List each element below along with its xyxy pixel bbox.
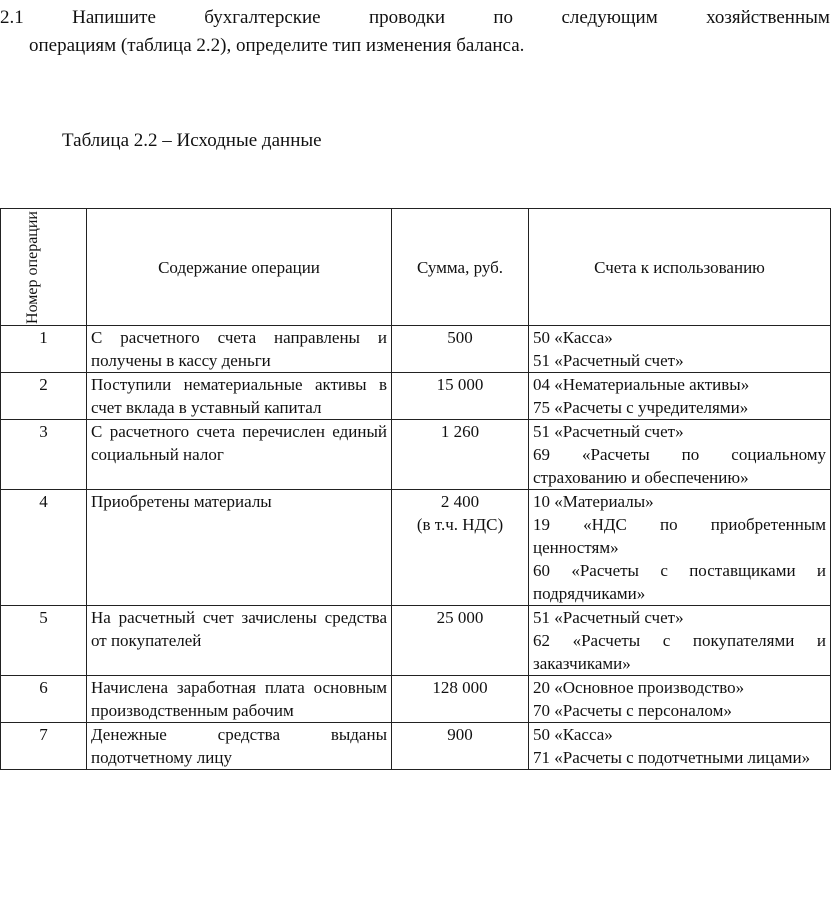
operation-accounts — [529, 420, 831, 490]
operation-sum: 128 000 — [432, 678, 488, 697]
operation-number: 6 — [1, 676, 87, 723]
account-entry: 71 «Расчеты с подотчетными лицами» — [533, 748, 811, 767]
operation-content: Приобретены материалы — [87, 490, 392, 606]
operation-accounts — [529, 606, 831, 676]
task-word: следующим — [561, 7, 658, 28]
operation-number: 3 — [1, 420, 87, 490]
operation-sum-cell — [392, 676, 529, 723]
table-caption: Таблица 2.2 – Исходные данные — [62, 130, 322, 151]
operation-content: С расчетного счета перечислен единый социальный налог — [87, 420, 392, 490]
table-header-row — [1, 209, 831, 326]
table-row — [1, 373, 831, 420]
account-entry: 70 «Расчеты с персоналом» — [533, 701, 732, 720]
operation-sum-cell — [392, 490, 529, 606]
table-row — [1, 326, 831, 373]
header-sum: Сумма, руб. — [392, 209, 529, 326]
operation-sum: 900 — [447, 725, 473, 744]
operation-sum: 1 260 — [440, 422, 480, 441]
operation-sum-cell — [392, 723, 529, 770]
header-number — [1, 209, 87, 326]
table-row — [1, 606, 831, 676]
task-word: бухгалтерские — [204, 7, 321, 28]
operation-number: 7 — [1, 723, 87, 770]
operation-sum-note: (в т.ч. НДС) — [416, 515, 504, 534]
account-entry: 51 «Расчетный счет» — [533, 422, 684, 441]
header-accounts: Счета к использованию — [529, 209, 831, 326]
operation-number: 4 — [1, 490, 87, 606]
table-row — [1, 676, 831, 723]
operation-number: 1 — [1, 326, 87, 373]
operations-table — [0, 208, 831, 770]
operation-sum: 15 000 — [436, 375, 484, 394]
account-entry: 10 «Материалы» — [533, 492, 654, 511]
task-word: Напишите — [72, 7, 156, 28]
header-number-label: Номер операции — [23, 210, 41, 324]
task-word: хозяйственным — [706, 7, 830, 28]
task-number: 2.1 — [0, 7, 24, 28]
task-word: проводки — [368, 7, 446, 28]
operation-content: С расчетного счета направлены и получены в кассу деньги — [87, 326, 392, 373]
account-entry: 20 «Основное производство» — [533, 678, 745, 697]
operation-number: 5 — [1, 606, 87, 676]
account-entry: 19 «НДС по приобретенным ценностям» — [533, 515, 826, 557]
operation-accounts — [529, 676, 831, 723]
operation-content: Поступили нематериальные активы в счет вклада в уставный капитал — [87, 373, 392, 420]
operation-content: На расчетный счет зачислены средства от покупателей — [87, 606, 392, 676]
operation-content: Начислена заработная плата основным производственным рабочим — [87, 676, 392, 723]
table-row — [1, 420, 831, 490]
account-entry: 62 «Расчеты с покупателями и заказчиками» — [533, 631, 826, 673]
account-entry: 51 «Расчетный счет» — [533, 608, 684, 627]
operation-sum-cell — [392, 420, 529, 490]
account-entry: 04 «Нематериальные активы» — [533, 375, 750, 394]
task-statement — [0, 4, 830, 60]
account-entry: 50 «Касса» — [533, 725, 613, 744]
task-word: по — [493, 7, 514, 28]
account-entry: 50 «Касса» — [533, 328, 613, 347]
operation-sum: 2 400 — [440, 492, 480, 511]
operation-sum: 25 000 — [436, 608, 484, 627]
table-row — [1, 723, 831, 770]
task-line-1 — [0, 4, 830, 32]
operation-sum-cell — [392, 606, 529, 676]
header-content: Содержание операции — [87, 209, 392, 326]
operation-accounts — [529, 373, 831, 420]
table-row — [1, 490, 831, 606]
operation-sum: 500 — [447, 328, 473, 347]
account-entry: 60 «Расчеты с поставщиками и подрядчиками» — [533, 561, 826, 603]
account-entry: 69 «Расчеты по социальному страхованию и обеспечению» — [533, 445, 826, 487]
operation-accounts — [529, 326, 831, 373]
operation-sum-cell — [392, 373, 529, 420]
operation-accounts — [529, 490, 831, 606]
operation-sum-cell — [392, 326, 529, 373]
account-entry: 75 «Расчеты с учредителями» — [533, 398, 749, 417]
task-line-2: операциям (таблица 2.2), определите тип изменения баланса. — [29, 35, 525, 56]
account-entry: 51 «Расчетный счет» — [533, 351, 684, 370]
operation-accounts — [529, 723, 831, 770]
operation-number: 2 — [1, 373, 87, 420]
operation-content: Денежные средства выданы подотчетному лицу — [87, 723, 392, 770]
